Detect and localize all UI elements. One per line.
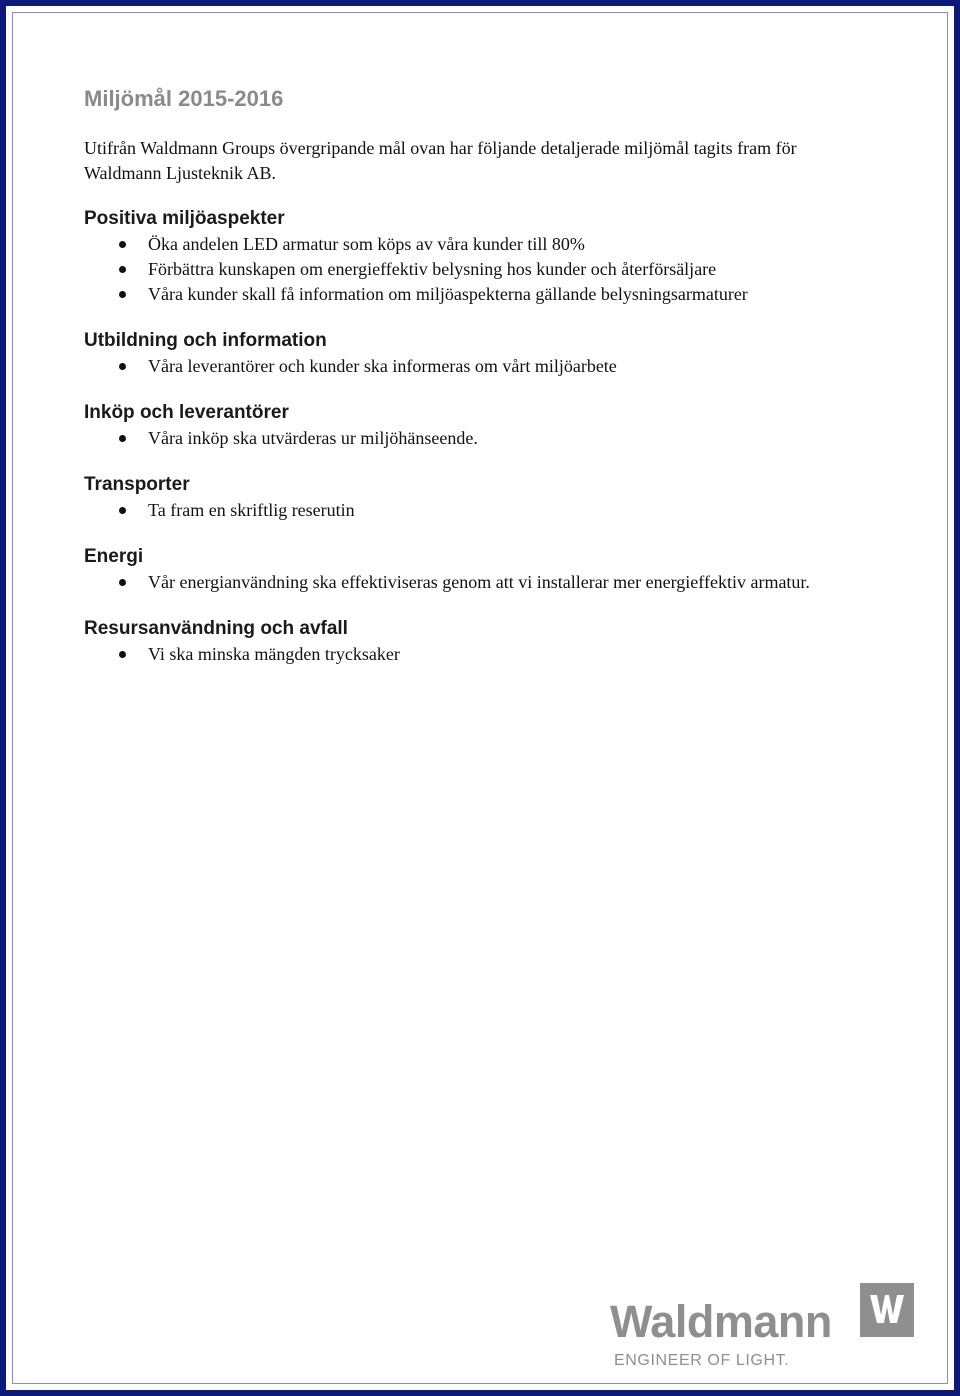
list-item (84, 232, 874, 257)
list-item (84, 570, 874, 595)
bullet-list (84, 642, 874, 667)
section-heading: Transporter (84, 474, 190, 495)
bullet-list (84, 570, 874, 595)
section-utbildning-och-information (84, 329, 874, 379)
list-item (84, 498, 874, 523)
section-heading: Inköp och leverantörer (84, 402, 289, 423)
w-letter-icon (860, 1283, 914, 1337)
bullet-icon (119, 507, 126, 514)
list-item (84, 257, 874, 282)
logo-tagline: ENGINEER OF LIGHT. (614, 1352, 790, 1369)
list-item-text: Våra kunder skall få information om miljöaspekterna gällande belysningsarmaturer (148, 284, 748, 304)
section-heading: Energi (84, 546, 144, 567)
list-item-text: Våra inköp ska utvärderas ur miljöhänseende. (148, 428, 478, 448)
list-item (84, 282, 874, 307)
bullet-icon (119, 266, 126, 273)
section-positiva-miljoaspekter (84, 207, 874, 307)
bullet-list (84, 498, 874, 523)
section-inkop-och-leverantorer (84, 401, 874, 451)
logo-w-mark-icon (860, 1283, 914, 1337)
section-heading: Positiva miljöaspekter (84, 208, 285, 229)
section-energi (84, 545, 874, 595)
list-item-text: Ta fram en skriftlig reserutin (148, 500, 355, 520)
list-item-text: Öka andelen LED armatur som köps av våra kunder till 80% (148, 234, 585, 254)
list-item-text: Våra leverantörer och kunder ska informeras om vårt miljöarbete (148, 356, 617, 376)
bullet-icon (119, 241, 126, 248)
list-item-text: Vi ska minska mängden trycksaker (148, 644, 400, 664)
bullet-list (84, 426, 874, 451)
logo-wordmark: Waldmann (610, 1296, 832, 1347)
page-title: Miljömål 2015-2016 (84, 86, 284, 111)
waldmann-logo (610, 1283, 914, 1371)
list-item-text: Förbättra kunskapen om energieffektiv belysning hos kunder och återförsäljare (148, 259, 717, 279)
list-item-text: Vår energianvändning ska effektiviseras genom att vi installerar mer energieffektiv armatur. (148, 572, 810, 592)
section-heading: Utbildning och information (84, 330, 327, 351)
list-item (84, 354, 874, 379)
section-transporter (84, 473, 874, 523)
document-content (84, 86, 874, 689)
intro-paragraph: Utifrån Waldmann Groups övergripande mål ovan har följande detaljerade miljömål tagits fram för Waldmann Ljusteknik AB. (84, 138, 797, 183)
section-resursanvandning-och-avfall (84, 617, 874, 667)
list-item (84, 642, 874, 667)
bullet-list (84, 232, 874, 307)
bullet-icon (119, 579, 126, 586)
bullet-icon (119, 291, 126, 298)
bullet-icon (119, 435, 126, 442)
bullet-icon (119, 363, 126, 370)
bullet-icon (119, 651, 126, 658)
list-item (84, 426, 874, 451)
section-heading: Resursanvändning och avfall (84, 618, 348, 639)
bullet-list (84, 354, 874, 379)
